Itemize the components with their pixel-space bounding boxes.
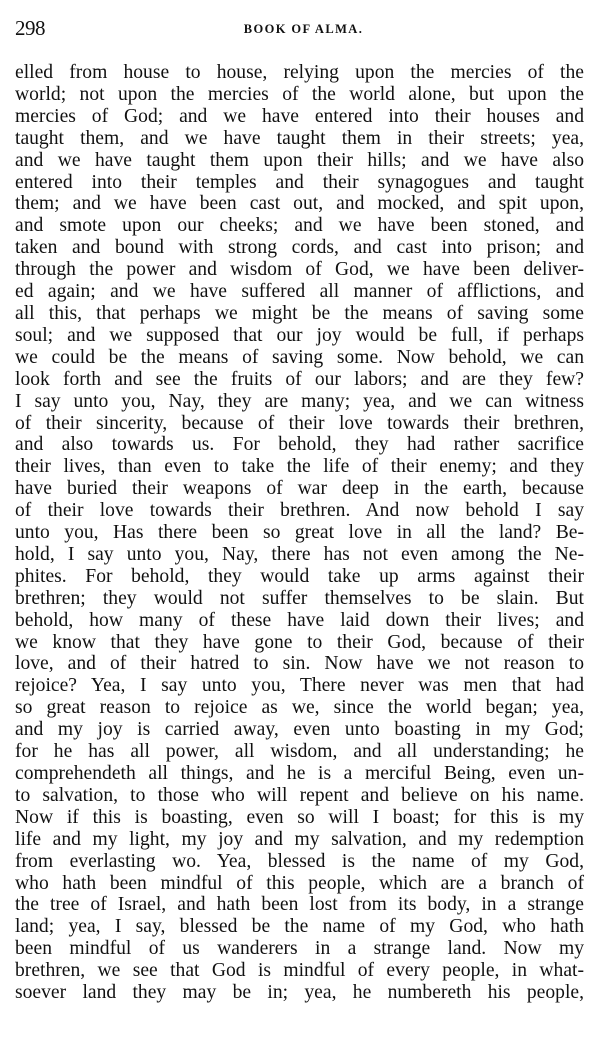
text-line: taken and bound with strong cords, and cast into prison; and bbox=[15, 237, 584, 259]
text-line: elled from house to house, relying upon the mercies of the bbox=[15, 62, 584, 83]
running-title: BOOK OF ALMA. bbox=[243, 22, 364, 36]
text-line: them; and we have been cast out, and mocked, and spit upon, bbox=[15, 193, 584, 215]
text-line: hold, I say unto you, Nay, there has not even among the Ne- bbox=[15, 543, 584, 565]
text-line: unto you, Has there been so great love in all the land? Be- bbox=[15, 522, 584, 544]
text-line: and we have taught them upon their hills; and we have also bbox=[15, 149, 584, 171]
text-line: behold, how many of these have laid down their lives; and bbox=[15, 609, 584, 631]
text-line: we know that they have gone to their God, because of their bbox=[15, 631, 584, 653]
text-line: land; yea, I say, blessed be the name of my God, who hath bbox=[15, 916, 584, 938]
text-line: through the power and wisdom of God, we have been deliver- bbox=[15, 259, 584, 281]
text-line: their lives, than even to take the life of their enemy; and they bbox=[15, 456, 584, 478]
text-line: phites. For behold, they would take up arms against their bbox=[15, 565, 584, 587]
text-line: and smote upon our cheeks; and we have been stoned, and bbox=[15, 215, 584, 237]
text-line: ed again; and we have suffered all manner of afflictions, and bbox=[15, 281, 584, 303]
text-line: and my joy is carried away, even unto boasting in my God; bbox=[15, 719, 584, 741]
text-line: life and my light, my joy and my salvation, and my redemption bbox=[15, 828, 584, 850]
text-line: have buried their weapons of war deep in the earth, because bbox=[15, 478, 584, 500]
text-line: love, and of their hatred to sin. Now have we not reason to bbox=[15, 653, 584, 675]
text-line: soever land they may be in; yea, he numbereth his people, bbox=[15, 982, 584, 1004]
text-line: we could be the means of saving some. Now behold, we can bbox=[15, 346, 584, 368]
page-number: 298 bbox=[15, 16, 45, 40]
text-line: mercies of God; and we have entered into their houses and bbox=[15, 105, 584, 127]
text-line: to salvation, to those who will repent and believe on his name. bbox=[15, 784, 584, 806]
text-line: rejoice? Yea, I say unto you, There never was men that had bbox=[15, 675, 584, 697]
text-line: been mindful of us wanderers in a strange land. Now my bbox=[15, 938, 584, 960]
text-line: taught them, and we have taught them in their streets; yea, bbox=[15, 127, 584, 149]
body-text bbox=[15, 62, 584, 1004]
text-line: comprehendeth all things, and he is a merciful Being, even un- bbox=[15, 763, 584, 784]
text-line: for he has all power, all wisdom, and all understanding; he bbox=[15, 741, 584, 763]
text-line: so great reason to rejoice as we, since the world began; yea, bbox=[15, 697, 584, 719]
text-line: entered into their temples and their synagogues and taught bbox=[15, 171, 584, 193]
text-line: I say unto you, Nay, they are many; yea, and we can witness bbox=[15, 390, 584, 412]
text-line: world; not upon the mercies of the world alone, but upon the bbox=[15, 83, 584, 105]
text-line: Now if this is boasting, even so will I boast; for this is my bbox=[15, 806, 584, 828]
text-line: brethren; they would not suffer themselves to be slain. But bbox=[15, 587, 584, 609]
text-line: all this, that perhaps we might be the means of saving some bbox=[15, 302, 584, 324]
text-line: who hath been mindful of this people, which are a branch of bbox=[15, 872, 584, 894]
text-line: brethren, we see that God is mindful of every people, in what- bbox=[15, 960, 584, 982]
text-line: soul; and we supposed that our joy would be full, if perhaps bbox=[15, 324, 584, 346]
text-line: from everlasting wo. Yea, blessed is the name of my God, bbox=[15, 850, 584, 872]
text-line: of their sincerity, because of their love towards their brethren, bbox=[15, 412, 584, 434]
text-line: and also towards us. For behold, they had rather sacrifice bbox=[15, 434, 584, 456]
text-line: look forth and see the fruits of our labors; and are they few? bbox=[15, 368, 584, 390]
page-header bbox=[15, 16, 584, 40]
text-line: the tree of Israel, and hath been lost from its body, in a strange bbox=[15, 894, 584, 916]
text-line: of their love towards their brethren. And now behold I say bbox=[15, 500, 584, 522]
